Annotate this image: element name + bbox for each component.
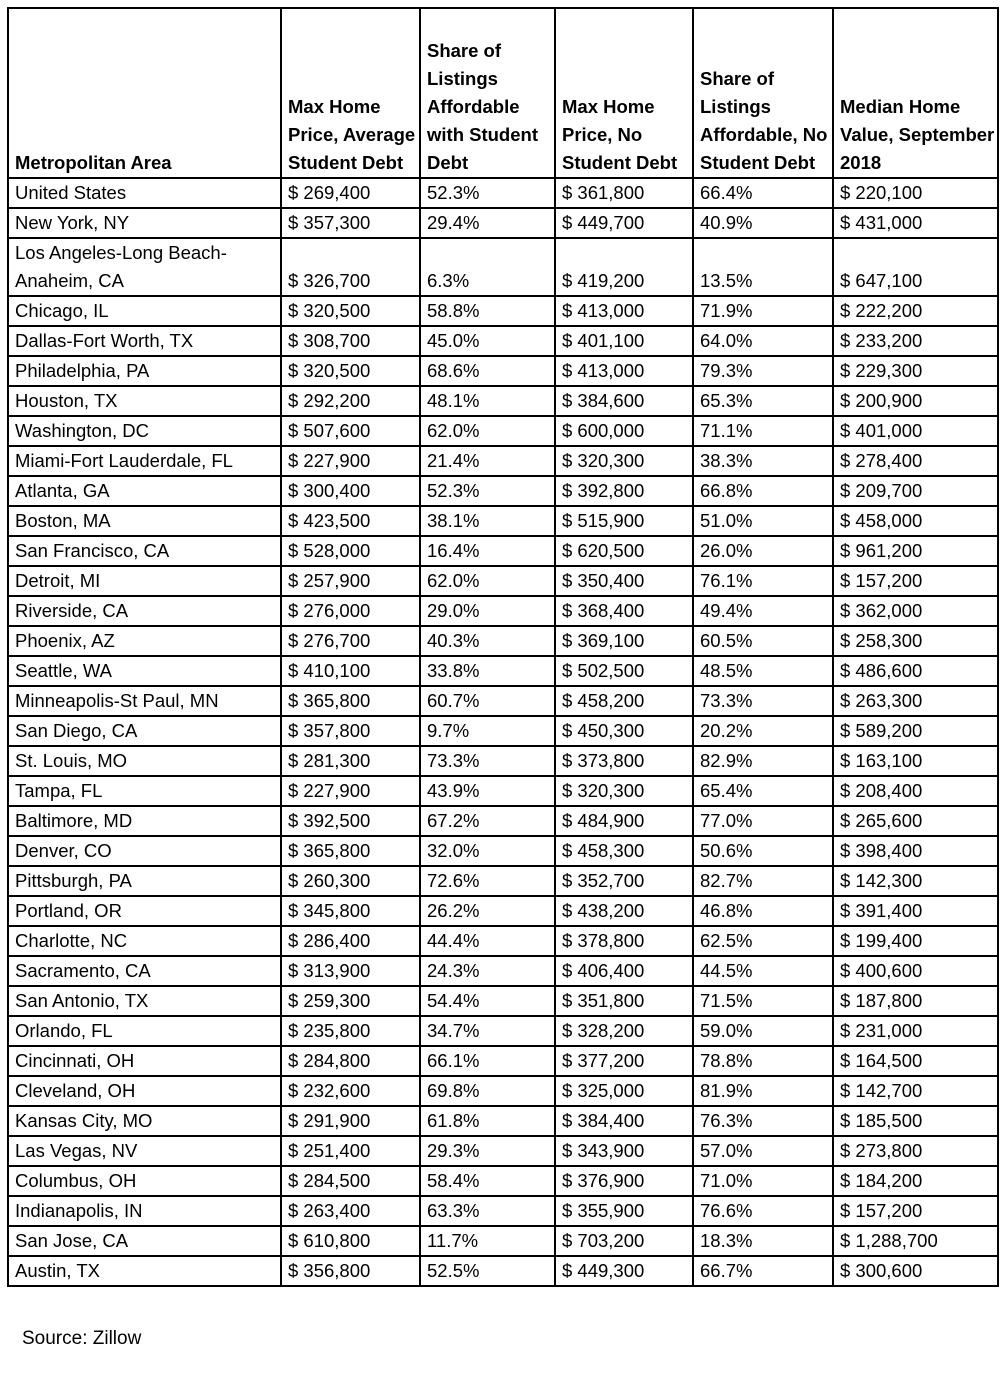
header-median-home-value: Median Home Value, September 2018 [833, 8, 998, 178]
cell-max-price-with-debt: $ 263,400 [281, 1196, 420, 1226]
cell-max-price-with-debt: $ 365,800 [281, 836, 420, 866]
cell-share-no-debt: 65.3% [693, 386, 833, 416]
cell-median-home-value: $ 220,100 [833, 178, 998, 208]
cell-share-no-debt: 57.0% [693, 1136, 833, 1166]
table-row [8, 208, 998, 238]
cell-share-no-debt: 20.2% [693, 716, 833, 746]
cell-max-price-no-debt: $ 438,200 [555, 896, 693, 926]
cell-share-with-debt: 21.4% [420, 446, 555, 476]
table-row [8, 776, 998, 806]
cell-max-price-with-debt: $ 357,800 [281, 716, 420, 746]
cell-max-price-with-debt: $ 357,300 [281, 208, 420, 238]
cell-max-price-with-debt: $ 320,500 [281, 356, 420, 386]
cell-max-price-no-debt: $ 352,700 [555, 866, 693, 896]
cell-max-price-no-debt: $ 368,400 [555, 596, 693, 626]
cell-share-with-debt: 33.8% [420, 656, 555, 686]
cell-metro-area: Minneapolis-St Paul, MN [8, 686, 281, 716]
cell-max-price-with-debt: $ 257,900 [281, 566, 420, 596]
cell-share-no-debt: 71.1% [693, 416, 833, 446]
table-row [8, 476, 998, 506]
cell-max-price-with-debt: $ 284,800 [281, 1046, 420, 1076]
cell-share-with-debt: 58.4% [420, 1166, 555, 1196]
table-row [8, 836, 998, 866]
table-row [8, 986, 998, 1016]
cell-metro-area: Boston, MA [8, 506, 281, 536]
cell-max-price-with-debt: $ 356,800 [281, 1256, 420, 1286]
cell-metro-area: Pittsburgh, PA [8, 866, 281, 896]
cell-metro-area: Los Angeles-Long Beach-Anaheim, CA [8, 238, 281, 296]
cell-share-with-debt: 68.6% [420, 356, 555, 386]
table-row [8, 446, 998, 476]
cell-share-with-debt: 66.1% [420, 1046, 555, 1076]
cell-max-price-no-debt: $ 369,100 [555, 626, 693, 656]
cell-metro-area: Denver, CO [8, 836, 281, 866]
cell-median-home-value: $ 589,200 [833, 716, 998, 746]
cell-max-price-with-debt: $ 528,000 [281, 536, 420, 566]
cell-metro-area: Portland, OR [8, 896, 281, 926]
cell-share-no-debt: 73.3% [693, 686, 833, 716]
table-row [8, 386, 998, 416]
cell-median-home-value: $ 300,600 [833, 1256, 998, 1286]
cell-share-no-debt: 59.0% [693, 1016, 833, 1046]
table-row [8, 716, 998, 746]
table-row [8, 356, 998, 386]
cell-median-home-value: $ 209,700 [833, 476, 998, 506]
cell-share-with-debt: 24.3% [420, 956, 555, 986]
cell-median-home-value: $ 142,300 [833, 866, 998, 896]
table-row [8, 566, 998, 596]
cell-max-price-with-debt: $ 251,400 [281, 1136, 420, 1166]
cell-median-home-value: $ 961,200 [833, 536, 998, 566]
cell-share-no-debt: 18.3% [693, 1226, 833, 1256]
cell-max-price-no-debt: $ 449,300 [555, 1256, 693, 1286]
header-share-no-debt: Share of Listings Affordable, No Student Debt [693, 8, 833, 178]
cell-share-no-debt: 71.5% [693, 986, 833, 1016]
cell-metro-area: St. Louis, MO [8, 746, 281, 776]
cell-metro-area: New York, NY [8, 208, 281, 238]
cell-metro-area: San Francisco, CA [8, 536, 281, 566]
cell-share-with-debt: 73.3% [420, 746, 555, 776]
cell-share-with-debt: 63.3% [420, 1196, 555, 1226]
cell-max-price-no-debt: $ 620,500 [555, 536, 693, 566]
cell-max-price-no-debt: $ 350,400 [555, 566, 693, 596]
cell-max-price-no-debt: $ 378,800 [555, 926, 693, 956]
cell-max-price-with-debt: $ 326,700 [281, 238, 420, 296]
cell-max-price-no-debt: $ 419,200 [555, 238, 693, 296]
cell-share-no-debt: 76.3% [693, 1106, 833, 1136]
cell-share-with-debt: 52.3% [420, 476, 555, 506]
cell-median-home-value: $ 157,200 [833, 1196, 998, 1226]
cell-max-price-no-debt: $ 377,200 [555, 1046, 693, 1076]
table-row [8, 1256, 998, 1286]
cell-share-no-debt: 81.9% [693, 1076, 833, 1106]
cell-max-price-no-debt: $ 484,900 [555, 806, 693, 836]
cell-max-price-no-debt: $ 406,400 [555, 956, 693, 986]
table-row [8, 656, 998, 686]
cell-max-price-with-debt: $ 260,300 [281, 866, 420, 896]
cell-metro-area: San Diego, CA [8, 716, 281, 746]
cell-median-home-value: $ 208,400 [833, 776, 998, 806]
table-row [8, 178, 998, 208]
table-row [8, 1166, 998, 1196]
cell-share-no-debt: 48.5% [693, 656, 833, 686]
cell-metro-area: United States [8, 178, 281, 208]
cell-median-home-value: $ 187,800 [833, 986, 998, 1016]
cell-median-home-value: $ 431,000 [833, 208, 998, 238]
cell-max-price-with-debt: $ 300,400 [281, 476, 420, 506]
cell-share-with-debt: 26.2% [420, 896, 555, 926]
cell-max-price-with-debt: $ 269,400 [281, 178, 420, 208]
cell-metro-area: Riverside, CA [8, 596, 281, 626]
cell-share-no-debt: 50.6% [693, 836, 833, 866]
cell-max-price-no-debt: $ 401,100 [555, 326, 693, 356]
cell-share-with-debt: 72.6% [420, 866, 555, 896]
cell-median-home-value: $ 164,500 [833, 1046, 998, 1076]
cell-max-price-with-debt: $ 284,500 [281, 1166, 420, 1196]
table-row [8, 1076, 998, 1106]
table-row [8, 806, 998, 836]
cell-max-price-no-debt: $ 515,900 [555, 506, 693, 536]
cell-max-price-no-debt: $ 413,000 [555, 356, 693, 386]
cell-share-with-debt: 44.4% [420, 926, 555, 956]
cell-share-with-debt: 61.8% [420, 1106, 555, 1136]
cell-metro-area: Seattle, WA [8, 656, 281, 686]
cell-share-with-debt: 60.7% [420, 686, 555, 716]
table-row [8, 956, 998, 986]
table-row [8, 686, 998, 716]
cell-metro-area: Tampa, FL [8, 776, 281, 806]
cell-median-home-value: $ 163,100 [833, 746, 998, 776]
table-row [8, 626, 998, 656]
cell-metro-area: Cincinnati, OH [8, 1046, 281, 1076]
cell-max-price-no-debt: $ 320,300 [555, 776, 693, 806]
cell-median-home-value: $ 458,000 [833, 506, 998, 536]
cell-max-price-no-debt: $ 449,700 [555, 208, 693, 238]
cell-share-no-debt: 82.9% [693, 746, 833, 776]
cell-share-no-debt: 40.9% [693, 208, 833, 238]
cell-max-price-with-debt: $ 259,300 [281, 986, 420, 1016]
cell-share-with-debt: 29.4% [420, 208, 555, 238]
cell-share-with-debt: 58.8% [420, 296, 555, 326]
cell-median-home-value: $ 400,600 [833, 956, 998, 986]
cell-max-price-no-debt: $ 458,300 [555, 836, 693, 866]
cell-max-price-no-debt: $ 376,900 [555, 1166, 693, 1196]
cell-share-with-debt: 34.7% [420, 1016, 555, 1046]
cell-max-price-with-debt: $ 291,900 [281, 1106, 420, 1136]
cell-metro-area: San Antonio, TX [8, 986, 281, 1016]
cell-share-no-debt: 38.3% [693, 446, 833, 476]
table-row [8, 1226, 998, 1256]
cell-share-with-debt: 11.7% [420, 1226, 555, 1256]
cell-metro-area: Washington, DC [8, 416, 281, 446]
cell-share-with-debt: 62.0% [420, 416, 555, 446]
cell-share-no-debt: 82.7% [693, 866, 833, 896]
cell-max-price-with-debt: $ 227,900 [281, 446, 420, 476]
cell-max-price-no-debt: $ 325,000 [555, 1076, 693, 1106]
cell-share-no-debt: 79.3% [693, 356, 833, 386]
cell-metro-area: Miami-Fort Lauderdale, FL [8, 446, 281, 476]
cell-max-price-with-debt: $ 235,800 [281, 1016, 420, 1046]
cell-max-price-with-debt: $ 423,500 [281, 506, 420, 536]
cell-median-home-value: $ 142,700 [833, 1076, 998, 1106]
cell-metro-area: Phoenix, AZ [8, 626, 281, 656]
cell-max-price-no-debt: $ 392,800 [555, 476, 693, 506]
cell-max-price-with-debt: $ 276,700 [281, 626, 420, 656]
cell-max-price-no-debt: $ 450,300 [555, 716, 693, 746]
cell-share-with-debt: 32.0% [420, 836, 555, 866]
header-metropolitan-area: Metropolitan Area [8, 8, 281, 178]
table-row [8, 416, 998, 446]
cell-share-no-debt: 62.5% [693, 926, 833, 956]
header-max-price-no-debt: Max Home Price, No Student Debt [555, 8, 693, 178]
cell-share-with-debt: 29.0% [420, 596, 555, 626]
cell-share-no-debt: 66.4% [693, 178, 833, 208]
cell-share-no-debt: 71.0% [693, 1166, 833, 1196]
cell-share-no-debt: 60.5% [693, 626, 833, 656]
cell-median-home-value: $ 258,300 [833, 626, 998, 656]
cell-median-home-value: $ 157,200 [833, 566, 998, 596]
source-note: Source: Zillow [22, 1328, 142, 1349]
cell-max-price-with-debt: $ 281,300 [281, 746, 420, 776]
cell-max-price-no-debt: $ 328,200 [555, 1016, 693, 1046]
cell-share-no-debt: 46.8% [693, 896, 833, 926]
cell-max-price-no-debt: $ 355,900 [555, 1196, 693, 1226]
cell-median-home-value: $ 222,200 [833, 296, 998, 326]
cell-metro-area: Austin, TX [8, 1256, 281, 1286]
table-row [8, 506, 998, 536]
cell-max-price-no-debt: $ 320,300 [555, 446, 693, 476]
cell-median-home-value: $ 401,000 [833, 416, 998, 446]
cell-max-price-no-debt: $ 351,800 [555, 986, 693, 1016]
cell-share-with-debt: 38.1% [420, 506, 555, 536]
cell-metro-area: Indianapolis, IN [8, 1196, 281, 1226]
cell-share-no-debt: 71.9% [693, 296, 833, 326]
cell-max-price-with-debt: $ 313,900 [281, 956, 420, 986]
cell-share-with-debt: 67.2% [420, 806, 555, 836]
cell-max-price-with-debt: $ 365,800 [281, 686, 420, 716]
cell-share-with-debt: 69.8% [420, 1076, 555, 1106]
cell-median-home-value: $ 263,300 [833, 686, 998, 716]
cell-max-price-with-debt: $ 410,100 [281, 656, 420, 686]
cell-max-price-no-debt: $ 413,000 [555, 296, 693, 326]
table-row [8, 238, 998, 296]
cell-max-price-with-debt: $ 286,400 [281, 926, 420, 956]
cell-metro-area: Las Vegas, NV [8, 1136, 281, 1166]
table-row [8, 1106, 998, 1136]
cell-share-no-debt: 13.5% [693, 238, 833, 296]
cell-share-no-debt: 49.4% [693, 596, 833, 626]
cell-max-price-no-debt: $ 502,500 [555, 656, 693, 686]
cell-median-home-value: $ 1,288,700 [833, 1226, 998, 1256]
cell-share-no-debt: 64.0% [693, 326, 833, 356]
cell-metro-area: Dallas-Fort Worth, TX [8, 326, 281, 356]
cell-share-with-debt: 16.4% [420, 536, 555, 566]
cell-share-no-debt: 66.7% [693, 1256, 833, 1286]
cell-median-home-value: $ 185,500 [833, 1106, 998, 1136]
cell-max-price-no-debt: $ 703,200 [555, 1226, 693, 1256]
cell-median-home-value: $ 391,400 [833, 896, 998, 926]
cell-share-no-debt: 65.4% [693, 776, 833, 806]
cell-max-price-no-debt: $ 343,900 [555, 1136, 693, 1166]
cell-metro-area: Atlanta, GA [8, 476, 281, 506]
cell-max-price-no-debt: $ 384,600 [555, 386, 693, 416]
table-row [8, 1016, 998, 1046]
cell-median-home-value: $ 265,600 [833, 806, 998, 836]
table-row [8, 296, 998, 326]
table-row [8, 926, 998, 956]
table-row [8, 896, 998, 926]
header-row [8, 8, 998, 178]
cell-metro-area: Sacramento, CA [8, 956, 281, 986]
cell-share-no-debt: 26.0% [693, 536, 833, 566]
cell-median-home-value: $ 362,000 [833, 596, 998, 626]
cell-max-price-with-debt: $ 320,500 [281, 296, 420, 326]
cell-share-with-debt: 62.0% [420, 566, 555, 596]
cell-share-no-debt: 44.5% [693, 956, 833, 986]
cell-metro-area: Charlotte, NC [8, 926, 281, 956]
table-row [8, 1136, 998, 1166]
table-row [8, 1196, 998, 1226]
cell-metro-area: Houston, TX [8, 386, 281, 416]
cell-share-no-debt: 76.1% [693, 566, 833, 596]
cell-median-home-value: $ 184,200 [833, 1166, 998, 1196]
cell-max-price-no-debt: $ 458,200 [555, 686, 693, 716]
header-max-price-with-debt: Max Home Price, Average Student Debt [281, 8, 420, 178]
cell-share-with-debt: 52.5% [420, 1256, 555, 1286]
cell-share-with-debt: 40.3% [420, 626, 555, 656]
cell-metro-area: Philadelphia, PA [8, 356, 281, 386]
cell-max-price-with-debt: $ 232,600 [281, 1076, 420, 1106]
cell-median-home-value: $ 233,200 [833, 326, 998, 356]
cell-max-price-no-debt: $ 600,000 [555, 416, 693, 446]
cell-metro-area: Detroit, MI [8, 566, 281, 596]
cell-median-home-value: $ 486,600 [833, 656, 998, 686]
cell-median-home-value: $ 231,000 [833, 1016, 998, 1046]
cell-median-home-value: $ 229,300 [833, 356, 998, 386]
cell-metro-area: Kansas City, MO [8, 1106, 281, 1136]
cell-median-home-value: $ 647,100 [833, 238, 998, 296]
cell-max-price-with-debt: $ 610,800 [281, 1226, 420, 1256]
cell-metro-area: Baltimore, MD [8, 806, 281, 836]
cell-median-home-value: $ 273,800 [833, 1136, 998, 1166]
data-table [7, 7, 999, 1287]
cell-metro-area: Cleveland, OH [8, 1076, 281, 1106]
cell-max-price-with-debt: $ 392,500 [281, 806, 420, 836]
cell-max-price-with-debt: $ 292,200 [281, 386, 420, 416]
cell-share-with-debt: 6.3% [420, 238, 555, 296]
cell-median-home-value: $ 200,900 [833, 386, 998, 416]
table-row [8, 1046, 998, 1076]
table-row [8, 866, 998, 896]
cell-share-with-debt: 54.4% [420, 986, 555, 1016]
table-body [8, 178, 998, 1286]
table-row [8, 326, 998, 356]
table-row [8, 596, 998, 626]
cell-max-price-no-debt: $ 384,400 [555, 1106, 693, 1136]
cell-share-no-debt: 78.8% [693, 1046, 833, 1076]
cell-share-with-debt: 9.7% [420, 716, 555, 746]
cell-share-with-debt: 29.3% [420, 1136, 555, 1166]
cell-metro-area: Orlando, FL [8, 1016, 281, 1046]
cell-median-home-value: $ 278,400 [833, 446, 998, 476]
cell-max-price-with-debt: $ 276,000 [281, 596, 420, 626]
cell-max-price-with-debt: $ 308,700 [281, 326, 420, 356]
cell-median-home-value: $ 398,400 [833, 836, 998, 866]
cell-share-no-debt: 66.8% [693, 476, 833, 506]
cell-share-with-debt: 43.9% [420, 776, 555, 806]
cell-max-price-with-debt: $ 227,900 [281, 776, 420, 806]
cell-share-no-debt: 77.0% [693, 806, 833, 836]
cell-share-no-debt: 51.0% [693, 506, 833, 536]
cell-max-price-with-debt: $ 345,800 [281, 896, 420, 926]
cell-metro-area: Columbus, OH [8, 1166, 281, 1196]
cell-share-no-debt: 76.6% [693, 1196, 833, 1226]
cell-share-with-debt: 52.3% [420, 178, 555, 208]
cell-max-price-with-debt: $ 507,600 [281, 416, 420, 446]
cell-max-price-no-debt: $ 361,800 [555, 178, 693, 208]
cell-share-with-debt: 48.1% [420, 386, 555, 416]
cell-share-with-debt: 45.0% [420, 326, 555, 356]
header-share-with-debt: Share of Listings Affordable with Student Debt [420, 8, 555, 178]
cell-metro-area: San Jose, CA [8, 1226, 281, 1256]
cell-max-price-no-debt: $ 373,800 [555, 746, 693, 776]
cell-metro-area: Chicago, IL [8, 296, 281, 326]
table-row [8, 536, 998, 566]
cell-median-home-value: $ 199,400 [833, 926, 998, 956]
table-row [8, 746, 998, 776]
